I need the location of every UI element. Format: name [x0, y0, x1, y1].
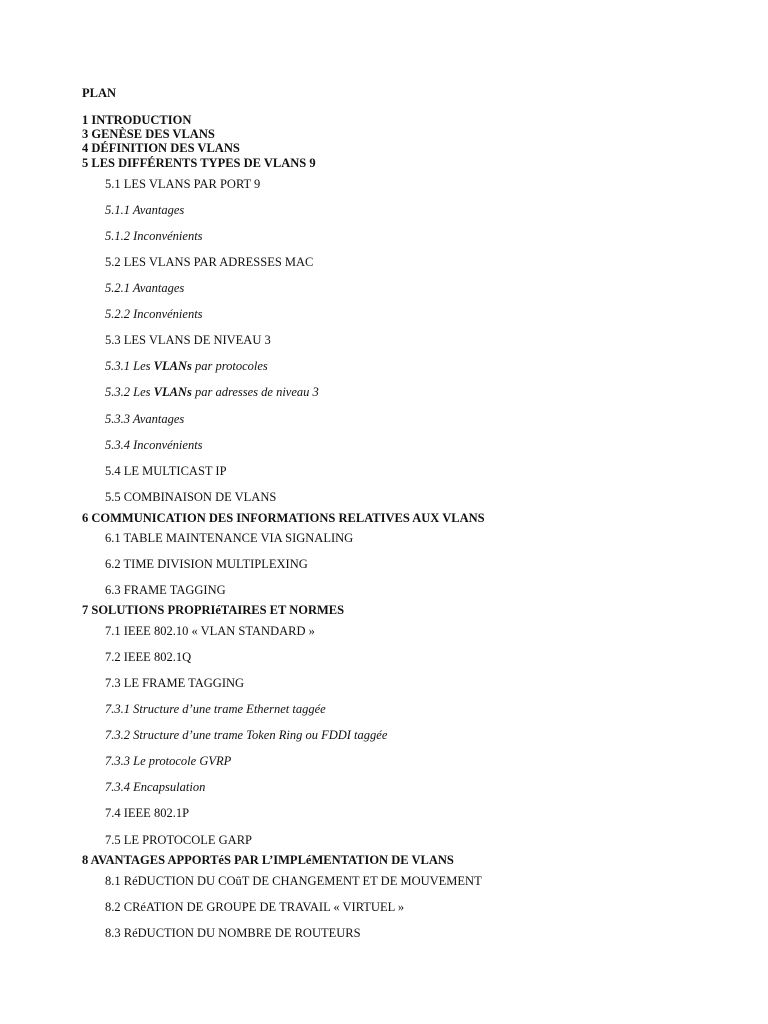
toc-subsection: 5.1.2 Inconvénients — [105, 229, 203, 243]
toc-heading: 4 DÉFINITION DES VLANS — [82, 141, 240, 155]
toc-heading: 3 GENÈSE DES VLANS — [82, 127, 215, 141]
toc-section: 5.1 LES VLANS PAR PORT 9 — [105, 177, 261, 191]
toc-section: 5.4 LE MULTICAST IP — [105, 464, 227, 478]
toc-section: 7.5 LE PROTOCOLE GARP — [105, 833, 253, 847]
toc-section: 6.1 TABLE MAINTENANCE VIA SIGNALING — [105, 531, 354, 545]
toc-section: 5.2 LES VLANS PAR ADRESSES MAC — [105, 255, 314, 269]
toc-section: 6.3 FRAME TAGGING — [105, 583, 226, 597]
toc-subsection-prefix: 5.3.1 Les — [105, 359, 154, 373]
toc-heading: 8 AVANTAGES APPORTéS PAR L’IMPLéMENTATION DE VLANS — [82, 853, 454, 867]
toc-section: 5.5 COMBINAISON DE VLANS — [105, 490, 277, 504]
toc-subsection: 5.2.2 Inconvénients — [105, 307, 203, 321]
toc-section: 7.4 IEEE 802.1P — [105, 806, 190, 820]
toc-subsection — [105, 359, 268, 373]
toc-section: 8.2 CRéATION DE GROUPE DE TRAVAIL « VIRTUEL » — [105, 900, 405, 914]
toc-subsection-bold: VLANs — [153, 385, 192, 399]
toc-section: 8.1 RéDUCTION DU COûT DE CHANGEMENT ET DE MOUVEMENT — [105, 874, 482, 888]
toc-subsection: 5.2.1 Avantages — [105, 281, 185, 295]
toc-subsection: 5.1.1 Avantages — [105, 203, 185, 217]
toc-heading: 5 LES DIFFÉRENTS TYPES DE VLANS 9 — [82, 156, 316, 170]
toc-subsection: 7.3.4 Encapsulation — [105, 780, 206, 794]
toc-heading: 1 INTRODUCTION — [82, 113, 192, 127]
toc-section: 7.2 IEEE 802.1Q — [105, 650, 192, 664]
toc-subsection: 7.3.2 Structure d’une trame Token Ring ou FDDI taggée — [105, 728, 388, 742]
toc-subsection-suffix: par adresses de niveau 3 — [191, 385, 319, 399]
toc-section: 7.1 IEEE 802.10 « VLAN STANDARD » — [105, 624, 315, 638]
toc-heading: 6 COMMUNICATION DES INFORMATIONS RELATIVES AUX VLANS — [82, 511, 485, 525]
toc-subsection-suffix: par protocoles — [191, 359, 268, 373]
toc-heading: 7 SOLUTIONS PROPRIéTAIRES ET NORMES — [82, 603, 345, 617]
toc-section: 7.3 LE FRAME TAGGING — [105, 676, 245, 690]
toc-subsection: 7.3.3 Le protocole GVRP — [105, 754, 232, 768]
document-title: PLAN — [82, 86, 117, 100]
toc-section: 6.2 TIME DIVISION MULTIPLEXING — [105, 557, 308, 571]
toc-subsection: 7.3.1 Structure d’une trame Ethernet taggée — [105, 702, 326, 716]
toc-section: 5.3 LES VLANS DE NIVEAU 3 — [105, 333, 271, 347]
toc-subsection: 5.3.4 Inconvénients — [105, 438, 203, 452]
toc-subsection-bold: VLANs — [153, 359, 192, 373]
toc-section: 8.3 RéDUCTION DU NOMBRE DE ROUTEURS — [105, 926, 361, 940]
toc-subsection-prefix: 5.3.2 Les — [105, 385, 154, 399]
toc-subsection: 5.3.3 Avantages — [105, 412, 185, 426]
toc-subsection — [105, 385, 319, 399]
